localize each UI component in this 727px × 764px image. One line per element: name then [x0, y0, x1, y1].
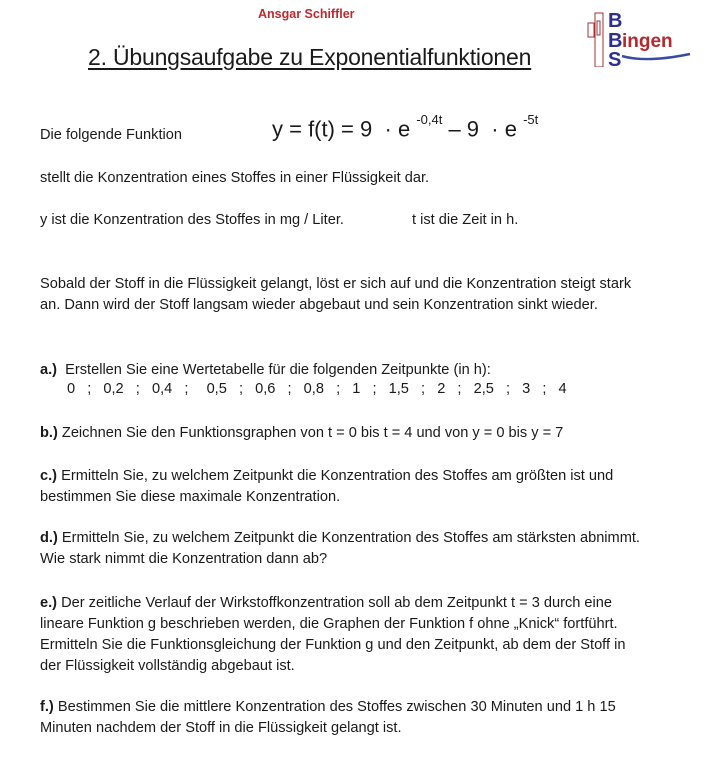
- task-text: der Flüssigkeit vollständig abgebaut ist.: [40, 658, 295, 674]
- formula: [272, 112, 539, 142]
- task-text: Ermitteln Sie, zu welchem Zeitpunkt die Konzentration des Stoffes am stärksten abnimmt.: [61, 530, 640, 546]
- task-label: c.): [40, 468, 58, 484]
- task-text: Erstellen Sie eine Wertetabelle für die folgenden Zeitpunkte (in h):: [65, 362, 491, 378]
- task-d: [40, 528, 640, 570]
- formula-label: Die folgende Funktion: [40, 127, 182, 143]
- time-values: 0 ; 0,2 ; 0,4 ; 0,5 ; 0,6 ; 0,8 ; 1 ; 1,5 ; 2 ; 2,5 ; 3 ; 4: [67, 381, 567, 397]
- logo-swoosh: [622, 54, 690, 59]
- formula-term2: · e: [491, 116, 517, 142]
- formula-lhs: y = f(t) = 9: [272, 116, 373, 142]
- intro-unit-t: t ist die Zeit in h.: [412, 212, 519, 228]
- task-text: Minuten nachdem der Stoff in die Flüssigkeit gelangt ist.: [40, 720, 402, 736]
- author-name: Ansgar Schiffler: [258, 7, 355, 21]
- task-label: e.): [40, 595, 58, 611]
- task-f: [40, 697, 616, 739]
- task-text: bestimmen Sie diese maximale Konzentration.: [40, 489, 341, 505]
- bbs-bingen-logo: [586, 7, 698, 67]
- task-text: Ermitteln Sie, zu welchem Zeitpunkt die Konzentration des Stoffes am größten ist und: [61, 468, 614, 484]
- formula-exponent1: -0,4t: [416, 112, 443, 127]
- intro-paragraph-line: an. Dann wird der Stoff langsam wieder abgebaut und sein Konzentration sinkt wieder.: [40, 297, 598, 313]
- task-text: Wie stark nimmt die Konzentration dann ab?: [40, 551, 328, 567]
- logo-letter-b2: B: [608, 30, 623, 52]
- formula-term1: · e: [384, 116, 411, 142]
- task-text: lineare Funktion g beschrieben werden, die Graphen der Funktion f ohne „Knick“ fortführt.: [40, 616, 618, 632]
- intro-unit-y: y ist die Konzentration des Stoffes in mg / Liter.: [40, 212, 344, 228]
- task-label: a.): [40, 362, 58, 378]
- page-title: 2. Übungsaufgabe zu Exponentialfunktionen: [88, 44, 532, 70]
- task-e: [40, 593, 625, 677]
- task-text: Ermitteln Sie die Funktionsgleichung der Funktion g und den Zeitpunkt, ab dem der Stoff in: [40, 637, 626, 653]
- task-b: [40, 423, 563, 444]
- intro-line: stellt die Konzentration eines Stoffes in einer Flüssigkeit dar.: [40, 170, 430, 186]
- formula-minus: – 9: [448, 116, 480, 142]
- formula-exponent2: -5t: [523, 112, 539, 127]
- task-label: f.): [40, 699, 54, 715]
- task-c: [40, 466, 613, 508]
- logo-letter-b1: B: [608, 10, 623, 32]
- logo-letter-s: S: [608, 49, 622, 67]
- task-text: Bestimmen Sie die mittlere Konzentration des Stoffes zwischen 30 Minuten und 1 h 15: [57, 699, 616, 715]
- logo-word: ingen: [622, 31, 673, 52]
- task-a: [40, 360, 491, 381]
- logo-frame-1: [588, 23, 594, 37]
- logo-frame-3: [597, 21, 600, 35]
- task-text: Der zeitliche Verlauf der Wirkstoffkonzentration soll ab dem Zeitpunkt t = 3 durch eine: [61, 595, 613, 611]
- intro-paragraph: [40, 274, 631, 316]
- task-label: b.): [40, 425, 58, 441]
- task-label: d.): [40, 530, 58, 546]
- task-text: Zeichnen Sie den Funktionsgraphen von t = 0 bis t = 4 und von y = 0 bis y = 7: [61, 425, 564, 441]
- intro-paragraph-line: Sobald der Stoff in die Flüssigkeit gelangt, löst er sich auf und die Konzentration steigt stark: [40, 276, 632, 292]
